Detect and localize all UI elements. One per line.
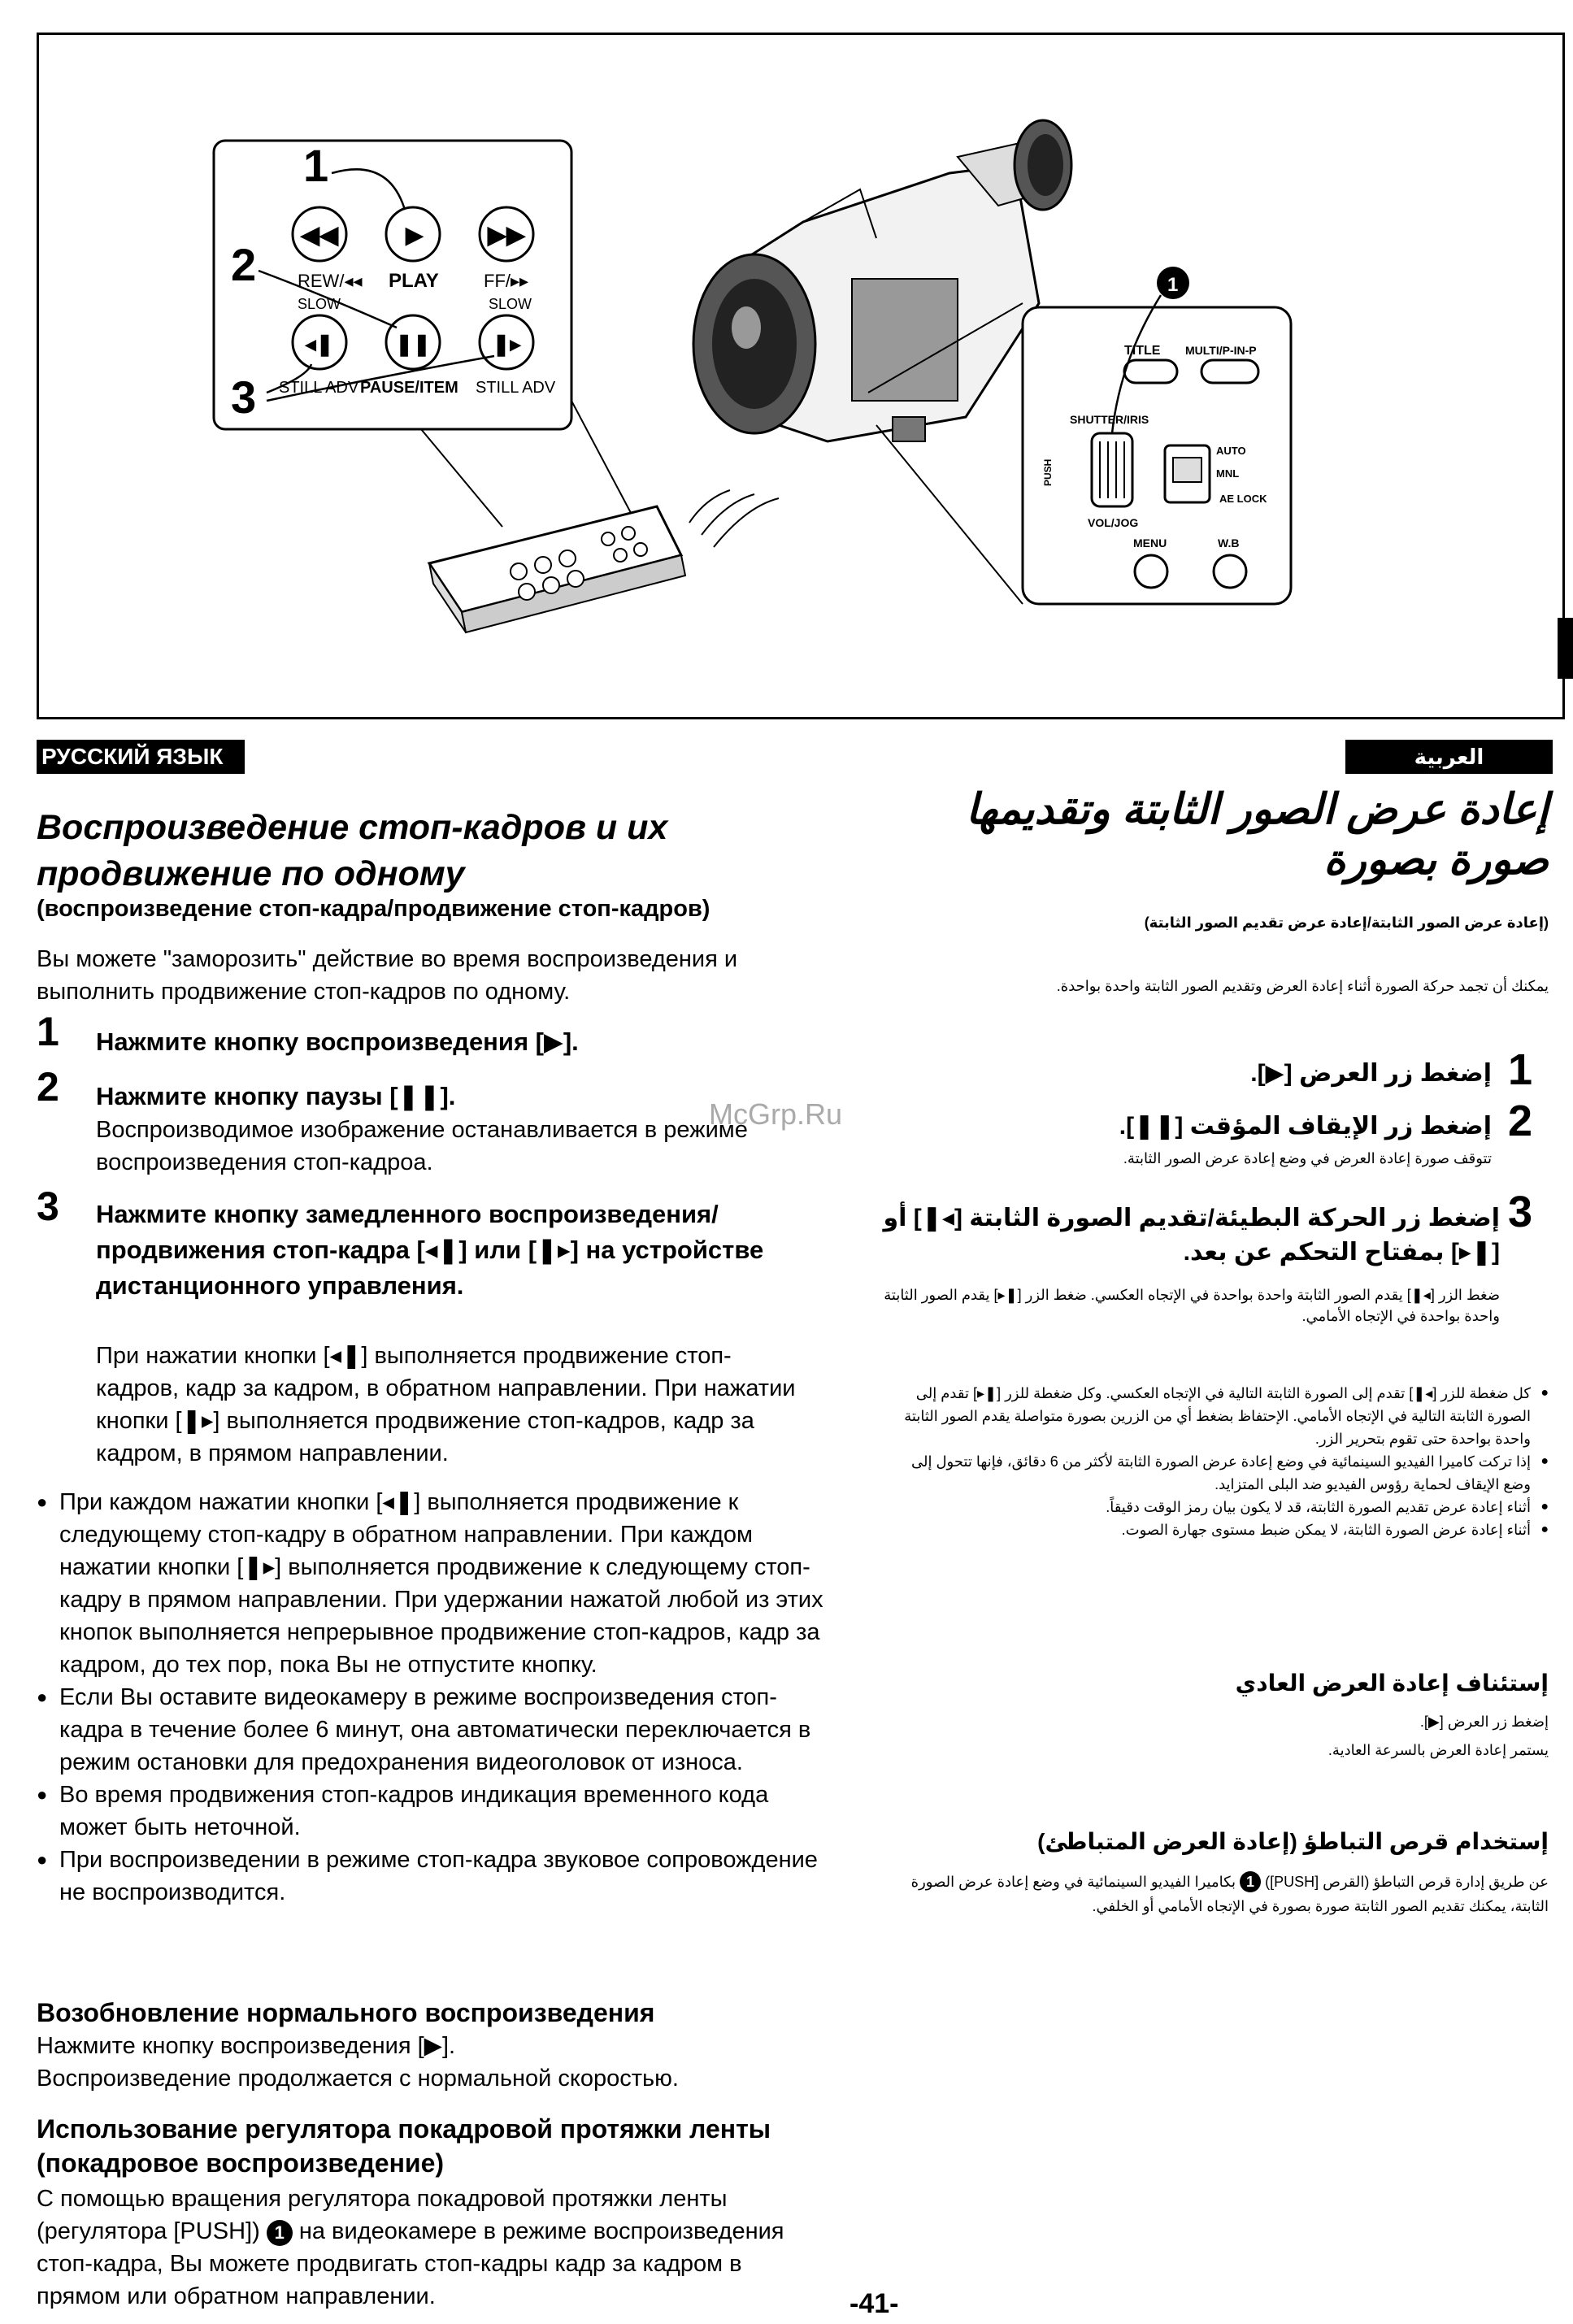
ar-resume-heading: إستئناف إعادة العرض العادي [1235, 1670, 1549, 1696]
ru-page-title: Воспроизведение стоп-кадров и их продвижение по одному [37, 808, 668, 893]
ru-resume-heading: Возобновление нормального воспроизведения [37, 1998, 655, 2027]
callout-1: 1 [303, 140, 329, 191]
ar-note: ● إذا تركت كاميرا الفيديو السينمائية في وضع إعادة عرض الصورة الثابتة لأكثر من 6 دقائق، فإنها تتحول إلى وضع الإيقاف لحماية رؤوس الفيديو ضد البلى المتزايد. [882, 1450, 1549, 1496]
ru-note: ● При каждом нажатии кнопки [◂❚] выполняется продвижение к следующему стоп-кадру в обратном направлении. При каждом нажатии кнопки [❚▸] выполняется продвижение к следующему стоп-кадру в прямом направлении. При удержании нажатой любой из этих кнопок выполняется непрерывное продвижение стоп-кадров, кадр за кадром, до тех пор, пока Вы не отпустите кнопку. [37, 1486, 833, 1681]
callout-2: 2 [231, 239, 257, 290]
still-adv-label-left: STILL ADV [279, 379, 359, 397]
camera-callout-1: 1 [1167, 274, 1179, 296]
ru-jog-heading: Использование регулятора покадровой протяжки ленты (покадровое воспроизведение) [37, 2114, 771, 2178]
ar-resume-line2: يستمر إعادة العرض بالسرعة العادية. [1327, 1742, 1549, 1758]
still-adv-label-right: STILL ADV [476, 379, 556, 397]
remote-button-panel [214, 140, 571, 429]
ar-step-1-heading: إضغط زر العرض [▶]. [1250, 1060, 1492, 1087]
ff-label: FF/▸▸ [484, 271, 529, 291]
wb-button-icon [1214, 555, 1246, 588]
ar-page-title: إعادة عرض الصور الثابتة وتقديمها صورة بصورة [966, 786, 1549, 884]
ru-jog-text-before: С помощью вращения регулятора покадровой протяжки ленты (регулятора [PUSH]) [37, 2186, 728, 2244]
vol-jog-label: VOL/JOG [1088, 516, 1139, 529]
ar-step-3-heading: إضغط زر الحركة البطيئة/تقديم الصورة الثابتة [◂❚] أو [❚▸] بمفتاح التحكم عن بعد. [883, 1205, 1500, 1266]
ar-step-3-number: 3 [1508, 1188, 1533, 1236]
ru-jog-text-after: на видеокамере в режиме воспроизведения стоп-кадра, Вы можете продвигать стоп-кадры кадр за кадром в прямом или обратном направлении. [37, 2218, 784, 2309]
ru-step-3-text: При нажатии кнопки [◂❚] выполняется продвижение стоп-кадров, кадр за кадром, в обратном направлении. При нажатии кнопки [❚▸] выполняется продвижение стоп-кадров, кадр за кадром, в прямом направлении. [96, 1343, 796, 1466]
ar-jog-text [882, 1870, 1549, 1918]
watermark: McGrp.Ru [709, 1097, 843, 1131]
ru-step-2-text: Воспроизводимое изображение останавливается в режиме воспроизведения стоп-кадроа. [96, 1117, 748, 1175]
ru-step-3-heading: Нажмите кнопку замедленного воспроизведения/продвижения стоп-кадра [◂❚] или [❚▸] на устройстве дистанционного управления. [96, 1200, 764, 1300]
ar-jog-dial-marker-icon: 1 [1240, 1871, 1261, 1892]
illustration-frame [37, 33, 1565, 719]
ar-resume-line1: إضغط زر العرض [▶]. [1419, 1714, 1549, 1730]
ar-note: ● أثناء إعادة عرض الصورة الثابتة، لا يمكن ضبط مستوى جهارة الصوت. [882, 1518, 1549, 1541]
ar-jog-text-after: بكاميرا الفيديو السينمائية في وضع إعادة عرض الصورة الثابتة، يمكنك تقديم الصور الثابتة صورة بصورة في الإتجاه الأمامي أو الخلفي. [910, 1874, 1549, 1914]
ru-note: ● При воспроизведении в режиме стоп-кадра звуковое сопровождение не воспроизводится. [37, 1844, 833, 1909]
multi-button-label: MULTI/P-IN-P [1185, 344, 1257, 357]
ru-jog-text [37, 2183, 817, 2313]
remote-control [429, 506, 685, 632]
menu-button-icon [1135, 555, 1167, 588]
mnl-label: MNL [1216, 467, 1240, 480]
svg-text:◂❚: ◂❚ [305, 332, 334, 356]
ru-step-2-number: 2 [37, 1064, 59, 1110]
svg-text:▶▶: ▶▶ [487, 222, 526, 249]
ar-step-2-heading: إضغط زر الإيقاف المؤقت [❚❚]. [1119, 1113, 1492, 1140]
ar-step-2-text: تتوقف صورة إعادة العرض في وضع إعادة عرض الصور الثابتة. [1123, 1150, 1492, 1166]
ru-step-2-heading: Нажмите кнопку паузы [❚❚]. [96, 1082, 456, 1110]
shutter-iris-label: SHUTTER/IRIS [1070, 413, 1149, 426]
ar-note: ● أثناء إعادة عرض تقديم الصورة الثابتة، قد لا يكون بيان رمز الوقت دقيقاً. [882, 1496, 1549, 1518]
ar-subtitle: (إعادة عرض الصور الثابتة/إعادة عرض تقديم الصور الثابتة) [1144, 914, 1549, 931]
ar-jog-heading: إستخدام قرص التباطؤ (إعادة العرض المتباطئ) [1037, 1829, 1549, 1854]
ae-lock-label: AE LOCK [1219, 493, 1267, 505]
ru-resume-line1: Нажмите кнопку воспроизведения [▶]. [37, 2033, 456, 2059]
callout-3: 3 [231, 371, 257, 423]
rew-label: REW/◂◂ [298, 271, 363, 291]
ar-jog-text-before: عن طريق إدارة قرص التباطؤ (القرص [PUSH]) [1265, 1874, 1549, 1890]
remote-and-camera-illustration [39, 35, 1562, 717]
ru-notes-list [37, 1486, 833, 1909]
svg-text:❚❚: ❚❚ [395, 332, 431, 356]
slow-label-left: SLOW [298, 296, 341, 312]
ru-note: ● Если Вы оставите видеокамеру в режиме воспроизведения стоп-кадра в течение более 6 минут, она автоматически переключается в режим остановки для предохранения видеоголовок от износа. [37, 1681, 833, 1779]
ru-subtitle: (воспроизведение стоп-кадра/продвижение стоп-кадров) [37, 896, 710, 922]
ru-step-3-number: 3 [37, 1184, 59, 1229]
ar-step-2-number: 2 [1508, 1097, 1533, 1145]
menu-label: MENU [1133, 536, 1167, 550]
auto-label: AUTO [1216, 445, 1246, 457]
page-number: -41- [850, 2288, 899, 2319]
slow-label-right: SLOW [489, 296, 532, 312]
ar-notes-list [882, 1382, 1549, 1541]
ru-resume-line2: Воспроизведение продолжается с нормальной скоростью. [37, 2066, 679, 2092]
ar-note: ● كل ضغطة للزر [◂❚] تقدم إلى الصورة الثابتة التالية في الإتجاه العكسي. وكل ضغطة للزر [❚▸] تقدم إلى الصورة الثابتة التالية في الإتجاه الأمامي. الإحتفاظ بضغط أي من الزرين بصورة متواصلة يقدم الصور الثابتة واحدة بواحدة حتى تقوم بتحرير الزر. [882, 1382, 1549, 1450]
title-button-label: TITLE [1124, 344, 1161, 358]
pause-item-label: PAUSE/ITEM [360, 379, 458, 397]
svg-text:❚▸: ❚▸ [492, 332, 521, 356]
ru-step-1-heading: Нажмите кнопку воспроизведения [▶]. [96, 1027, 579, 1056]
ar-intro: يمكنك أن تجمد حركة الصورة أثناء إعادة العرض وتقديم الصور الثابتة واحدة بواحدة. [1056, 978, 1549, 994]
svg-text:◀◀: ◀◀ [300, 222, 339, 249]
jog-dial-marker-icon: 1 [267, 2220, 293, 2246]
russian-language-label: РУССКИЙ ЯЗЫК [37, 740, 245, 774]
ru-intro: Вы можете "заморозить" действие во время воспроизведения и выполнить продвижение стоп-кадров по одному. [37, 946, 738, 1005]
vol-jog-dial-icon [1092, 433, 1132, 506]
ru-note: ● Во время продвижения стоп-кадров индикация временного кода может быть неточной. [37, 1779, 833, 1844]
ar-step-3-text: ضغط الزر [◂❚] يقدم الصور الثابتة واحدة بواحدة في الإتجاه العكسي. ضغط الزر [❚▸] يقدم الصور الثابتة واحدة بواحدة في الإتجاه الأمامي. [884, 1287, 1500, 1324]
page-edge-tab [1558, 618, 1573, 679]
ar-step-1-number: 1 [1508, 1045, 1533, 1094]
push-label: PUSH [1042, 458, 1054, 486]
svg-text:▶: ▶ [405, 222, 424, 249]
ru-step-1-number: 1 [37, 1009, 59, 1054]
camera-control-panel [1023, 267, 1291, 604]
camcorder [693, 120, 1071, 441]
wb-label: W.B [1218, 536, 1240, 550]
play-label: PLAY [389, 270, 439, 292]
arabic-language-label: العربية [1345, 740, 1553, 774]
